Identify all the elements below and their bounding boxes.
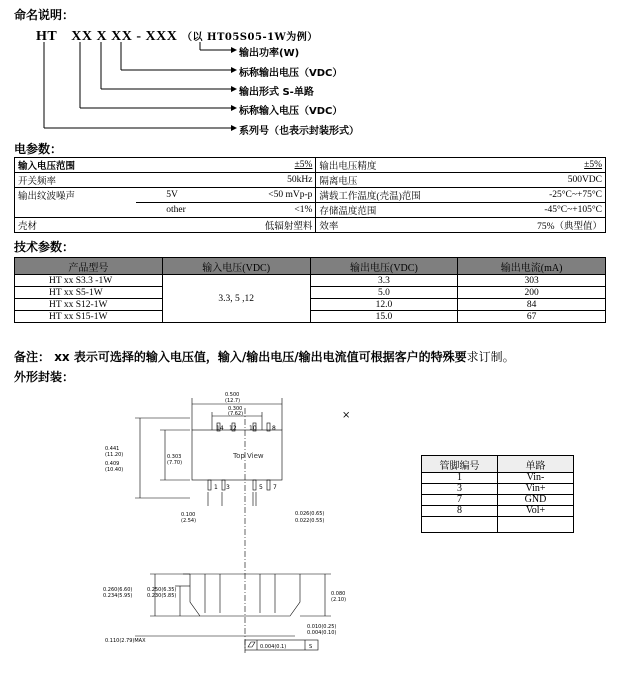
pin-label-14: 14 xyxy=(216,425,224,432)
dim-pitch-mm: (2.54) xyxy=(181,518,197,524)
dim-side-h1: 0.260(6.60) xyxy=(103,587,133,593)
dim-pitch: 0.100 xyxy=(181,512,196,518)
param-sub: 5V xyxy=(136,188,216,203)
top-view-label: Top View xyxy=(233,452,264,460)
dim-lead-length-2: (2.10) xyxy=(331,597,347,603)
pin-number: 8 xyxy=(422,506,498,517)
iout-cell: 84 xyxy=(458,299,606,311)
param-name: 输出电压精度 xyxy=(316,158,506,173)
pin-label-5: 5 xyxy=(259,484,263,491)
dim-side-h4: 0.230(5.85) xyxy=(147,593,177,599)
model-cell: HT xx S5-1W xyxy=(15,287,163,299)
table-row xyxy=(422,517,574,533)
dim-width-inner-mm: (7.62) xyxy=(228,411,244,417)
note-text: xx 表示可选择的输入电压值，输入/输出电压/输出电流值可根据客户的特殊要 xyxy=(50,350,467,364)
table-row xyxy=(15,203,606,218)
input-voltage-cell: 3.3, 5 ,12 xyxy=(162,275,310,323)
param-name: 输出纹波噪声 xyxy=(15,188,137,203)
dim-h1-mm: (11.20) xyxy=(105,452,124,458)
naming-label-output-type: 输出形式 S-单路 xyxy=(239,87,314,98)
vout-cell: 12.0 xyxy=(310,299,458,311)
param-sub xyxy=(136,173,216,188)
pin-function: Vin- xyxy=(498,473,574,484)
dim-lead-length-1: 0.080 xyxy=(331,591,346,597)
pin-label-8: 8 xyxy=(272,425,276,432)
pin-function: Vin+ xyxy=(498,484,574,495)
dim-width-outer: 0.500 xyxy=(225,392,240,398)
pin-label-12: 12 xyxy=(229,425,237,432)
dim-width-outer-mm: (12.7) xyxy=(225,398,241,404)
param-name: 隔离电压 xyxy=(316,173,506,188)
param-value: -25°C~+75°C xyxy=(506,188,606,203)
pin-label-3: 3 xyxy=(226,484,230,491)
dim-h3: 0.303 xyxy=(167,454,182,460)
dim-width-inner: 0.300 xyxy=(228,406,243,412)
dim-flatness: 0.004(0.1) xyxy=(260,644,287,650)
dim-h2: 0.409 xyxy=(105,461,120,467)
column-header: 单路 xyxy=(498,456,574,473)
param-value: 75%（典型值） xyxy=(506,218,606,233)
table-row xyxy=(15,299,606,311)
param-name: 壳材 xyxy=(15,218,137,233)
param-value: 500VDC xyxy=(506,173,606,188)
table-row xyxy=(15,158,606,173)
naming-label-input-voltage: 标称输入电压（VDC） xyxy=(239,106,343,117)
iout-cell: 303 xyxy=(458,275,606,287)
electrical-heading: 电参数： xyxy=(14,142,63,156)
package-heading: 外形封装： xyxy=(14,370,75,384)
param-sub xyxy=(136,218,216,233)
technical-table xyxy=(14,257,606,323)
naming-label-series: 系列号（也表示封装形式） xyxy=(239,126,359,137)
param-name: 满载工作温度(壳温)范围 xyxy=(316,188,506,203)
param-value: ±5% xyxy=(216,158,316,173)
naming-label-output-voltage: 标称输出电压（VDC） xyxy=(239,68,343,79)
table-row xyxy=(15,287,606,299)
column-header: 管脚编号 xyxy=(422,456,498,473)
note-label: 备注： xyxy=(14,350,51,364)
naming-prefix: HT xyxy=(36,29,58,44)
note-tail: 求订制。 xyxy=(466,350,515,364)
param-value: <1% xyxy=(216,203,316,218)
pin-number: 3 xyxy=(422,484,498,495)
param-value: ±5% xyxy=(506,158,606,173)
column-header: 产品型号 xyxy=(15,258,163,275)
vout-cell: 15.0 xyxy=(310,311,458,323)
pin-label-1: 1 xyxy=(214,484,218,491)
param-name: 存储温度范围 xyxy=(316,203,506,218)
model-cell: HT xx S3.3 -1W xyxy=(15,275,163,287)
dim-standoff: 0.110(2.79)MAX xyxy=(105,638,146,644)
column-header: 输入电压(VDC) xyxy=(162,258,310,275)
pin-label-10: 10 xyxy=(249,425,257,432)
table-header-row xyxy=(422,456,574,473)
table-row xyxy=(422,484,574,495)
pin-label-7: 7 xyxy=(273,484,277,491)
table-row xyxy=(15,218,606,233)
dim-h2-mm: (10.40) xyxy=(105,467,124,473)
param-value: -45°C~+105°C xyxy=(506,203,606,218)
table-row xyxy=(422,506,574,517)
pin-number xyxy=(422,517,498,533)
param-sub xyxy=(136,158,216,173)
dim-thickness-1: 0.010(0.25) xyxy=(307,624,337,630)
param-name: 开关频率 xyxy=(15,173,137,188)
vout-cell: 3.3 xyxy=(310,275,458,287)
pin-table xyxy=(421,455,574,533)
param-value: <50 mVp-p xyxy=(216,188,316,203)
dim-lead-width-1: 0.026(0.65) xyxy=(295,511,325,517)
dim-side-h2: 0.234(5.95) xyxy=(103,593,133,599)
electrical-table xyxy=(14,157,606,233)
param-sub: other xyxy=(136,203,216,218)
param-name xyxy=(15,203,137,218)
table-row xyxy=(422,495,574,506)
table-header-row xyxy=(15,258,606,275)
vout-cell: 5.0 xyxy=(310,287,458,299)
param-name: 输入电压范围 xyxy=(15,158,137,173)
iout-cell: 200 xyxy=(458,287,606,299)
naming-heading: 命名说明： xyxy=(14,8,75,22)
pin-function: GND xyxy=(498,495,574,506)
pin-number: 7 xyxy=(422,495,498,506)
naming-example: （以 HT05S05-1W为例） xyxy=(182,32,318,43)
param-value: 50kHz xyxy=(216,173,316,188)
column-header: 输出电压(VDC) xyxy=(310,258,458,275)
model-cell: HT xx S15-1W xyxy=(15,311,163,323)
column-header: 输出电流(mA) xyxy=(458,258,606,275)
technical-heading: 技术参数： xyxy=(14,240,75,254)
iout-cell: 67 xyxy=(458,311,606,323)
dim-flatness-ref: S xyxy=(309,644,313,650)
table-row xyxy=(15,188,606,203)
dim-h3-mm: (7.70) xyxy=(167,460,183,466)
naming-pattern: XX X XX - XXX xyxy=(71,29,178,44)
pin-number: 1 xyxy=(422,473,498,484)
model-cell: HT xx S12-1W xyxy=(15,299,163,311)
pin-function xyxy=(498,517,574,533)
table-row xyxy=(15,311,606,323)
package-drawing xyxy=(95,388,355,658)
dim-side-h3: 0.250(6.35) xyxy=(147,587,177,593)
pin-function: Vol+ xyxy=(498,506,574,517)
dim-thickness-2: 0.004(0.10) xyxy=(307,630,337,636)
mark-symbol: × xyxy=(342,410,351,421)
dim-h1: 0.441 xyxy=(105,446,120,452)
table-row xyxy=(15,275,606,287)
note xyxy=(14,348,515,365)
param-value: 低辐射塑料 xyxy=(216,218,316,233)
table-row xyxy=(422,473,574,484)
dim-lead-width-2: 0.022(0.55) xyxy=(295,518,325,524)
naming-label-power: 输出功率(W) xyxy=(239,48,300,59)
param-name: 效率 xyxy=(316,218,506,233)
table-row xyxy=(15,173,606,188)
